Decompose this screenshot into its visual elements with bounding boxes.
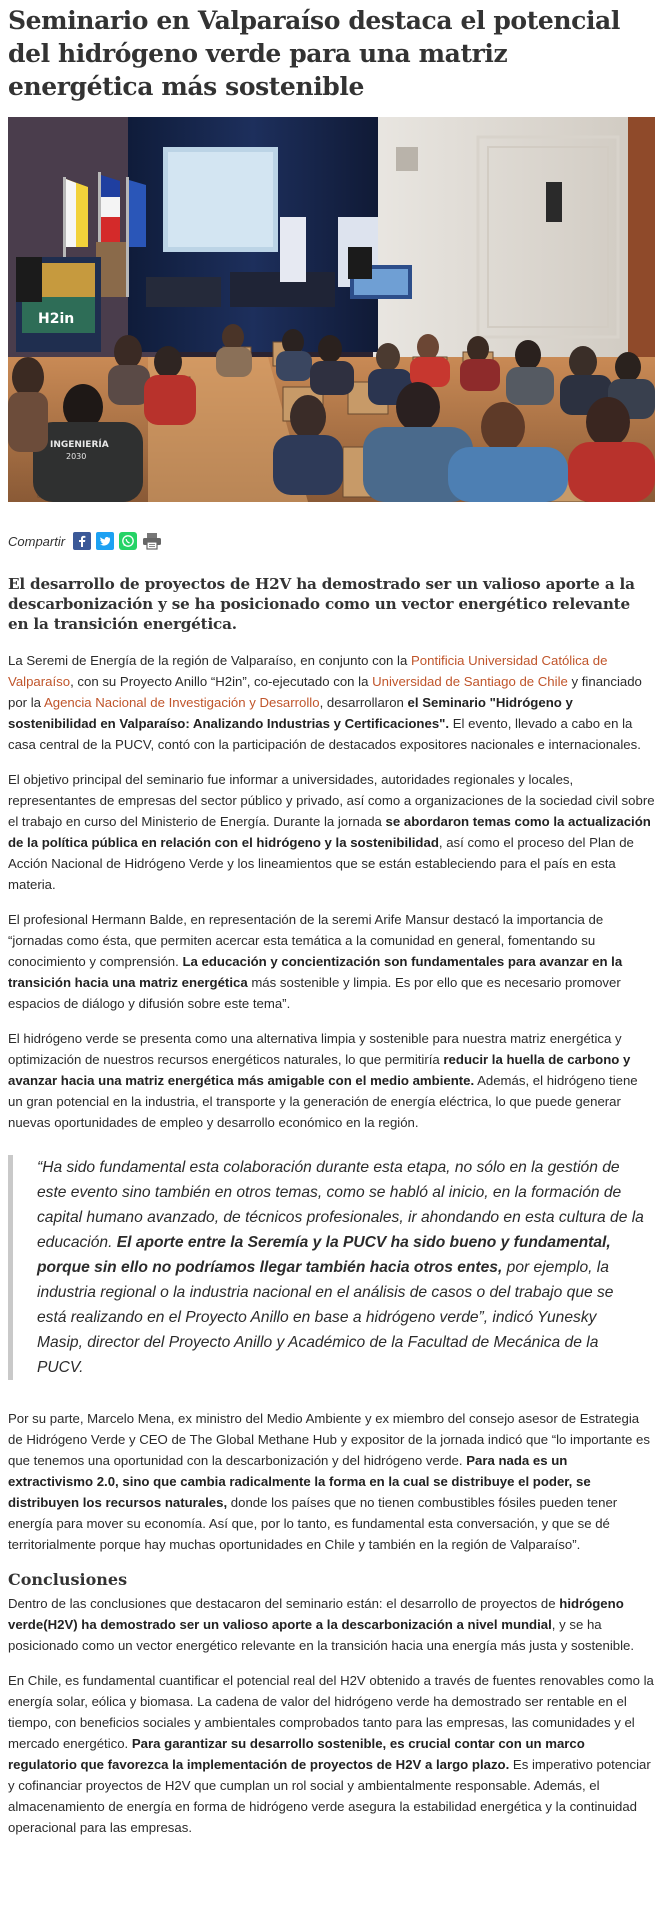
stand-logo-text: H2in xyxy=(38,311,75,327)
twitter-icon[interactable] xyxy=(96,532,114,550)
shirt-text-1: INGENIERÍA xyxy=(50,440,109,450)
link-anid[interactable]: Agencia Nacional de Investigación y Desarrollo xyxy=(43,695,320,710)
paragraph-4: El hidrógeno verde se presenta como una alternativa limpia y sostenible para nuestra matriz energética y optimización de nuestros recursos energéticos naturales, lo que permitiría reducir la huella de carbono y avanzar hacia una matriz energética más amigable con el medio ambiente. Además, el hidrógeno tiene un gran potencial en la industria, el transporte y la generación de energía eléctrica, lo que puede generar nuevas oportunidades de empleo y desarrollo económico en la región. xyxy=(8,1031,638,1130)
article-title: Seminario en Valparaíso destaca el potencial del hidrógeno verde para una matriz energética más sostenible xyxy=(8,6,620,101)
paragraph-3: El profesional Hermann Balde, en representación de la seremi Arife Mansur destacó la importancia de “jornadas como ésta, que permiten acercar esta temática a la comunidad en general, fomentando su conocimiento y comprensión. La educación y concientización son fundamentales para avanzar en la transición hacia una matriz energética más sostenible y limpia. Es por ello que es necesario promover espacios de diálogo y difusión sobre este tema”. xyxy=(8,912,623,1011)
link-pucv[interactable]: Pontificia Universidad Católica de Valparaíso xyxy=(8,653,608,689)
seminar-auditorium-image xyxy=(8,117,655,502)
facebook-icon[interactable] xyxy=(73,532,91,550)
paragraph-6: Dentro de las conclusiones que destacaron del seminario están: el desarrollo de proyectos de hidrógeno verde(H2V) ha demostrado ser un valioso aporte a la descarbonización a nivel mundial, y se ha posicionado como un vector energético relevante en la transición hacia una energía más justa y sostenible. xyxy=(8,1596,635,1653)
paragraph-7: En Chile, es fundamental cuantificar el potencial real del H2V obtenido a través de fuentes renovables como la energía solar, eólica y biomasa. La cadena de valor del hidrógeno verde ha demostrado ser rentable en el tiempo, con beneficios sociales y ambientales comprobados tanto para las empresas, las comunidades y el mercado energético. Para garantizar su desarrollo sostenible, es crucial contar con un marco regulatorio que favorezca la implementación de proyectos de H2V a largo plazo. Es imperativo potenciar y cofinanciar proyectos de H2V que cumplan un rol social y ambientalmente responsable. Además, el almacenamiento de energía en forma de hidrógeno verde asegura la estabilidad energética y la continuidad operacional para las empresas. xyxy=(8,1673,654,1835)
paragraph-2: El objetivo principal del seminario fue informar a universidades, autoridades regionales y locales, representantes de empresas del sector público y privado, así como a organizaciones de la sociedad civil sobre el trabajo en curso del Ministerio de Energía. Durante la jornada se abordaron temas como la actualización de la política pública en relación con el hidrógeno y la sostenibilidad, así como el proceso del Plan de Acción Nacional de Hidrógeno Verde y los lineamientos que se están estableciendo para el país en esta materia. xyxy=(8,772,655,892)
whatsapp-icon[interactable] xyxy=(119,532,137,550)
shirt-text-2: 2030 xyxy=(66,452,87,461)
article xyxy=(0,4,663,1838)
article-lead: El desarrollo de proyectos de H2V ha demostrado ser un valioso aporte a la descarbonización y se ha posicionado como un vector energético relevante en la transición energética. xyxy=(8,575,635,633)
conclusions-heading: Conclusiones xyxy=(8,1570,128,1589)
print-icon[interactable] xyxy=(142,532,160,550)
link-usach[interactable]: Universidad de Santiago de Chile xyxy=(372,674,568,689)
paragraph-5: Por su parte, Marcelo Mena, ex ministro del Medio Ambiente y ex miembro del consejo asesor de Estrategia de Hidrógeno Verde y CEO de The Global Methane Hub y expositor de la jornada indicó que “lo importante es que tenemos una oportunidad con la descarbonización y del hidrógeno verde. Para nada es un extractivismo 2.0, sino que cambia radicalmente la forma en la cual se distribuye el poder, se distribuyen los recursos naturales, donde los países que no tienen combustibles fósiles pueden tener energía para mover su economía. Así que, por lo tanto, es fundamental esta conversación, y que se dé territorialmente porque hay muchas oportunidades en Chile y también en la región de Valparaíso”. xyxy=(8,1411,650,1552)
share-bar xyxy=(8,530,655,552)
paragraph-1: La Seremi de Energía de la región de Valparaíso, en conjunto con la Pontificia Universidad Católica de Valparaíso, con su Proyecto Anillo “H2in”, co-ejecutado con la Universidad de Santiago de Chile y financiado por la Agencia Nacional de Investigación y Desarrollo, desarrollaron el Seminario "Hidrógeno y sostenibilidad en Valparaíso: Analizando Industrias y Certificaciones". El evento, llevado a cabo en la casa central de la PUCV, contó con la participación de destacados expositores nacionales e internacionales. xyxy=(8,653,642,752)
pull-quote: “Ha sido fundamental esta colaboración durante esta etapa, no sólo en la gestión de este evento sino también en otros temas, como se habló al inicio, en la formación de capital humano avanzado, de técnicos profesionales, ir ahondando en esta cultura de la educación. El aporte entre la Seremía y la PUCV ha sido bueno y fundamental, porque sin ello no podríamos llegar también hacia otros entes, por ejemplo, la industria regional o la industria nacional en el análisis de casos o del trabajo que se está realizando en el Proyecto Anillo en base a hidrógeno verde”, indicó Yunesky Masip, director del Proyecto Anillo y Académico de la Facultad de Mecánica de la PUCV. xyxy=(8,1155,655,1380)
hero-photo xyxy=(8,117,655,502)
share-label: Compartir xyxy=(8,533,66,549)
